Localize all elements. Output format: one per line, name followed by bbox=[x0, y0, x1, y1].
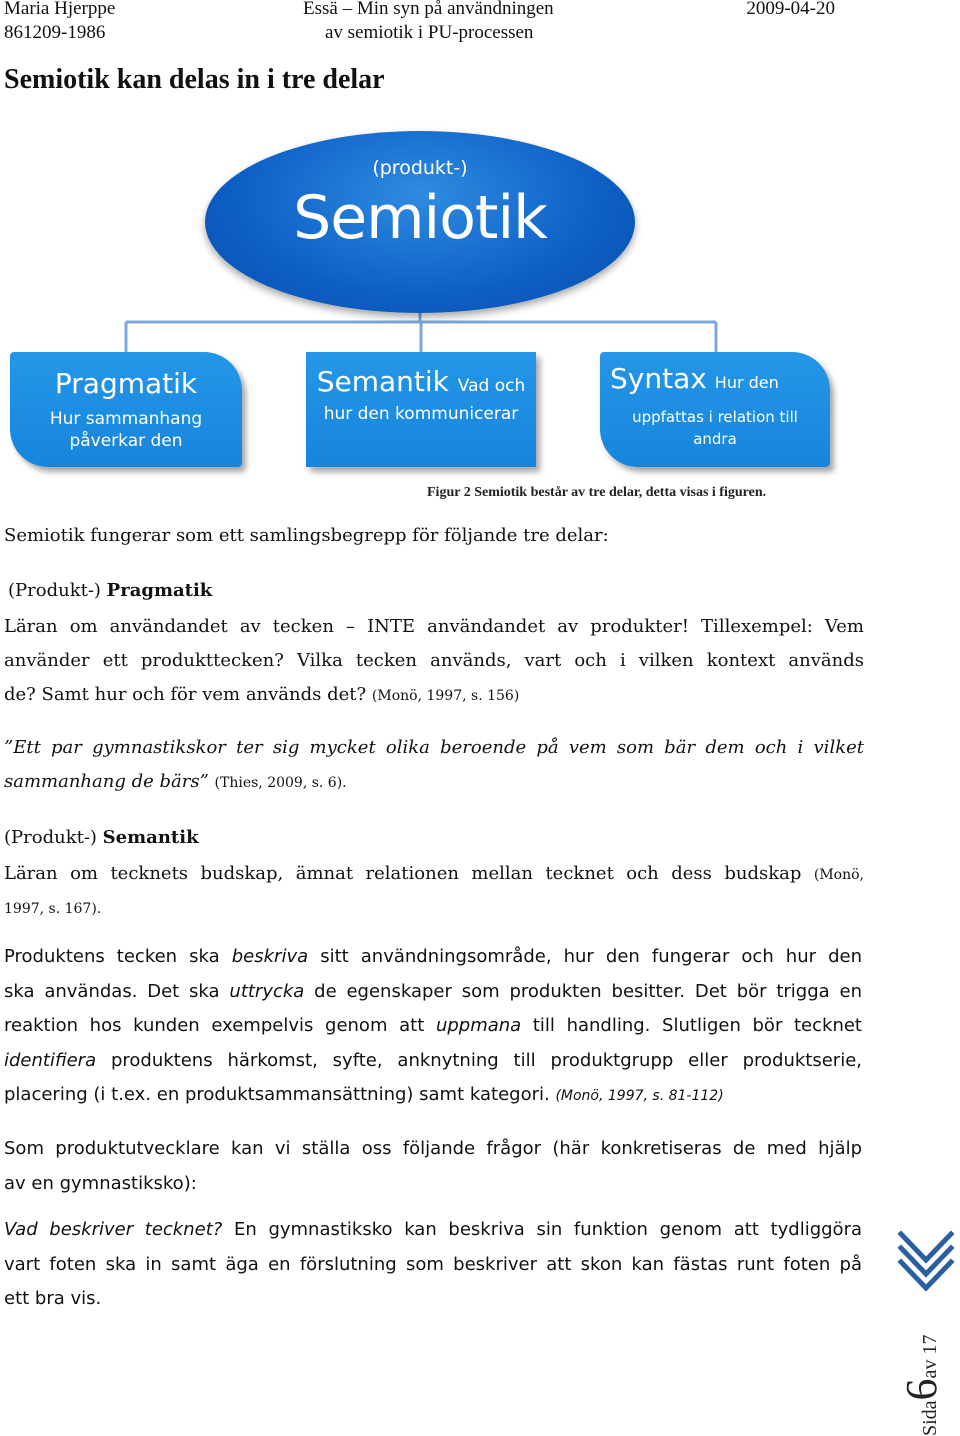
quote-line2-row bbox=[4, 765, 864, 800]
pragmatik-line3: de? Samt hur och för vem används det? bbox=[4, 684, 367, 705]
chevron-stack-logo-icon bbox=[897, 1228, 955, 1294]
semantik-line1-row bbox=[4, 857, 864, 892]
header-essay-title-2: av semiotik i PU-processen bbox=[325, 22, 534, 43]
pragmatik-box-line1: Hur sammanhang bbox=[49, 409, 203, 429]
syntax-box-line2: uppfattas i relation till bbox=[632, 408, 798, 426]
p1-l2-b: de egenskaper som produkten besitter. Det bör trigga en bbox=[304, 980, 862, 1002]
p1-l3-b: till handling. Slutligen bör tecknet bbox=[521, 1015, 862, 1036]
p1-l2-a: ska användas. Det ska bbox=[4, 980, 230, 1002]
syntax-box bbox=[600, 352, 830, 467]
syntax-box-desc bbox=[600, 406, 830, 450]
p1-line4 bbox=[4, 1044, 862, 1079]
pragmatik-quote bbox=[4, 731, 864, 800]
pragmatik-box-title: Pragmatik bbox=[54, 367, 198, 400]
pragmatik-ref: (Monö, 1997, s. 156) bbox=[371, 688, 520, 704]
syntax-box-title-row bbox=[610, 362, 779, 400]
semantik-box-title-suffix: Vad och bbox=[457, 376, 526, 396]
semantik-heading-prefix: (Produkt-) bbox=[4, 827, 97, 848]
page-current: 6 bbox=[897, 1378, 946, 1401]
pragmatik-heading-prefix: (Produkt-) bbox=[8, 580, 101, 601]
header-essay-title-1: Essä – Min syn på användningen bbox=[303, 0, 554, 19]
semantik-box-title: Semantik bbox=[316, 365, 449, 398]
pragmatik-box bbox=[10, 352, 242, 467]
pragmatik-paragraph bbox=[4, 610, 864, 713]
semantik-heading bbox=[4, 822, 199, 854]
page-heading: Semiotik kan delas in i tre delar bbox=[4, 64, 385, 95]
semantik-line1: Läran om tecknets budskap, ämnat relationen mellan tecknet och dess budskap bbox=[4, 863, 802, 884]
figure-caption: Figur 2 Semiotik består av tre delar, detta visas i figuren. bbox=[427, 485, 767, 500]
page-prefix: Sida bbox=[919, 1400, 941, 1436]
p1-l4-em: identifiera bbox=[4, 1049, 97, 1071]
paragraph-semantik-details bbox=[4, 940, 862, 1114]
semantik-box-title-row bbox=[306, 365, 536, 403]
quote-ref: (Thies, 2009, s. 6). bbox=[214, 775, 347, 791]
p1-l3-a: reaktion hos kunden exempelvis genom att bbox=[4, 1015, 436, 1036]
pragmatik-box-desc bbox=[10, 408, 242, 452]
p1-line3 bbox=[4, 1009, 862, 1044]
p1-l4-b: produktens härkomst, syfte, anknytning till produktgrupp eller produktserie, bbox=[96, 1049, 862, 1071]
page-number bbox=[896, 1335, 947, 1436]
semiotik-subtitle: (produkt-) bbox=[372, 157, 468, 179]
p3-line2: vart foten ska in samt äga en förslutning som beskriver att skon kan fästas runt foten på bbox=[4, 1253, 862, 1275]
p1-l2-em: uttrycka bbox=[229, 980, 305, 1002]
semantik-paragraph bbox=[4, 857, 864, 926]
header-date: 2009-04-20 bbox=[746, 0, 835, 19]
p1-l5-ref: (Monö, 1997, s. 81-112) bbox=[555, 1088, 724, 1104]
semantik-box-desc: hur den kommunicerar bbox=[323, 404, 519, 424]
intro-text: Semiotik fungerar som ett samlingsbegrepp för följande tre delar: bbox=[4, 525, 609, 546]
paragraph-questions-intro bbox=[4, 1132, 862, 1201]
p1-line1 bbox=[4, 940, 862, 975]
pragmatik-line2: använder ett produkttecken? Vilka tecken används, vart och i vilken kontext används bbox=[4, 650, 864, 671]
semiotik-title: Semiotik bbox=[293, 183, 547, 253]
semantik-ref-part2: 1997, s. 167). bbox=[4, 901, 102, 917]
semantik-heading-bold: Semantik bbox=[102, 827, 199, 848]
p1-l1-em: beskriva bbox=[231, 946, 309, 967]
syntax-box-title-suffix: Hur den bbox=[714, 373, 779, 392]
p1-l1-a: Produktens tecken ska bbox=[4, 946, 232, 967]
p1-line2 bbox=[4, 975, 862, 1010]
p1-line5 bbox=[4, 1078, 862, 1114]
p1-l1-b: sitt användningsområde, hur den fungerar och hur den bbox=[308, 946, 862, 967]
semiotik-ellipse bbox=[205, 131, 635, 313]
page-suffix: av 17 bbox=[919, 1334, 941, 1379]
p1-l3-em: uppmana bbox=[435, 1015, 522, 1036]
p2-line2: av en gymnastiksko): bbox=[4, 1172, 197, 1194]
syntax-box-title: Syntax bbox=[610, 362, 707, 395]
pragmatik-line1: Läran om användandet av tecken – INTE användandet av produkter! Tillexempel: Vem bbox=[4, 616, 864, 637]
paragraph-question-answer bbox=[4, 1213, 862, 1317]
syntax-box-line3: andra bbox=[693, 430, 737, 448]
p3-line3: ett bra vis. bbox=[4, 1288, 102, 1309]
pragmatik-heading-bold: Pragmatik bbox=[106, 580, 213, 601]
p1-l5: placering (i t.ex. en produktsammansättning) samt kategori. bbox=[4, 1084, 550, 1105]
p3-l1-b: En gymnastiksko kan beskriva sin funktion genom att tydliggöra bbox=[222, 1219, 862, 1240]
semantik-box bbox=[306, 352, 536, 467]
pragmatik-heading bbox=[8, 575, 212, 607]
pragmatik-line3-row bbox=[4, 678, 864, 713]
header-id-number: 861209-1986 bbox=[4, 22, 106, 43]
header-author: Maria Hjerppe bbox=[4, 0, 116, 19]
p3-line1 bbox=[4, 1213, 862, 1248]
p3-l1-em: Vad beskriver tecknet? bbox=[4, 1219, 223, 1240]
pragmatik-box-line2: påverkar den bbox=[69, 431, 183, 451]
quote-line1: ”Ett par gymnastikskor ter sig mycket olika beroende på vem som bär dem och i vilket bbox=[4, 737, 864, 758]
quote-line2: sammanhang de bärs” bbox=[4, 771, 209, 792]
p2-line1: Som produktutvecklare kan vi ställa oss följande frågor (här konkretiseras de med hjälp bbox=[4, 1138, 862, 1159]
semantik-ref-part1: (Monö, bbox=[813, 867, 864, 883]
